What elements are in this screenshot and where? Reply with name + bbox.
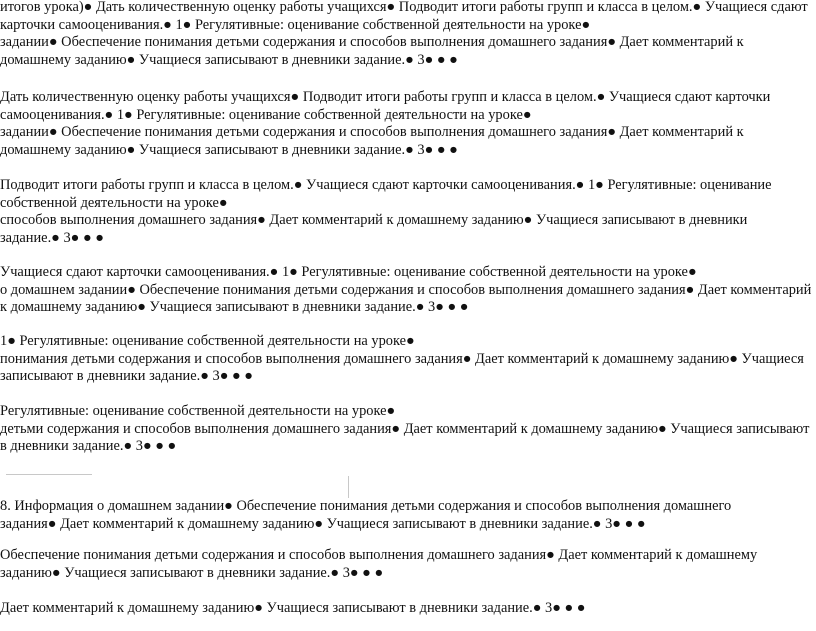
text-line: домашнему заданию● Учащиеся записывают в дневники задание.● 3● ● ●: [0, 51, 458, 68]
text-line: к домашнему заданию● Учащиеся записывают в дневники задание.● 3● ● ●: [0, 299, 469, 315]
text-line: понимания детьми содержания и способов выполнения домашнего задания● Дает комментарий к домашнему заданию● Учащиеся: [0, 350, 804, 367]
text-line: самооценивания.● 1● Регулятивные: оценивание собственной деятельности на уроке●: [0, 106, 532, 123]
text-line: Дать количественную оценку работы учащихся● Подводит итоги работы групп и класса в целом.● Учащиеся сдают карточки: [0, 89, 771, 105]
text-line: задании● Обеспечение понимания детьми содержания и способов выполнения домашнего задания● Дает комментарий к: [0, 124, 744, 140]
text-line: Регулятивные: оценивание собственной деятельности на уроке●: [0, 403, 396, 419]
text-paragraph-3: [0, 177, 816, 247]
text-paragraph-9: [0, 600, 816, 618]
text-paragraph-1: [0, 0, 816, 69]
text-paragraph-6: [0, 403, 816, 456]
text-line: Учащиеся сдают карточки самооценивания.● 1● Регулятивные: оценивание собственной деятельности на уроке●: [0, 264, 697, 280]
text-line: в дневники задание.● 3● ● ●: [0, 438, 177, 454]
text-line: детьми содержания и способов выполнения домашнего задания● Дает комментарий к домашнему заданию● Учащиеся записывают: [0, 420, 810, 437]
text-line: способов выполнения домашнего задания● Дает комментарий к домашнему заданию● Учащиеся записывают в дневники: [0, 212, 748, 228]
text-line: задании● Обеспечение понимания детьми содержания и способов выполнения домашнего задания● Дает комментарий к: [0, 34, 744, 50]
text-line: итогов урока)● Дать количественную оценку работы учащихся● Подводит итоги работы групп и класса в целом.● Учащиеся сдают: [0, 0, 808, 15]
text-line: Дает комментарий к домашнему заданию● Учащиеся записывают в дневники задание.● 3● ● ●: [0, 600, 586, 616]
text-paragraph-7: [0, 498, 816, 533]
text-line: о домашнем задании● Обеспечение понимания детьми содержания и способов выполнения домашнего задания● Дает комментарий: [0, 281, 812, 298]
text-line: домашнему заданию● Учащиеся записывают в дневники задание.● 3● ● ●: [0, 141, 458, 158]
text-paragraph-2: [0, 89, 816, 159]
vertical-rule: [348, 476, 349, 498]
text-line: 1● Регулятивные: оценивание собственной деятельности на уроке●: [0, 333, 415, 349]
text-line: заданию● Учащиеся записывают в дневники задание.● 3● ● ●: [0, 564, 384, 581]
text-line: собственной деятельности на уроке●: [0, 194, 228, 211]
text-line: записывают в дневники задание.● 3● ● ●: [0, 368, 253, 384]
text-line: Обеспечение понимания детьми содержания и способов выполнения домашнего задания● Дает комментарий к домашнему: [0, 547, 758, 563]
text-line: задание.● 3● ● ●: [0, 229, 104, 246]
text-line: 8. Информация о домашнем задании● Обеспечение понимания детьми содержания и способов выполнения домашнего: [0, 498, 732, 514]
horizontal-rule: [6, 474, 92, 475]
text-line: Подводит итоги работы групп и класса в целом.● Учащиеся сдают карточки самооценивания.● 1● Регулятивные: оценивание: [0, 177, 772, 193]
text-paragraph-8: [0, 547, 816, 582]
text-line: карточки самооценивания.● 1● Регулятивные: оценивание собственной деятельности на уроке●: [0, 16, 591, 33]
text-paragraph-4: [0, 264, 816, 317]
text-line: задания● Дает комментарий к домашнему заданию● Учащиеся записывают в дневники задание.● 3● ● ●: [0, 515, 646, 532]
text-paragraph-5: [0, 333, 816, 386]
